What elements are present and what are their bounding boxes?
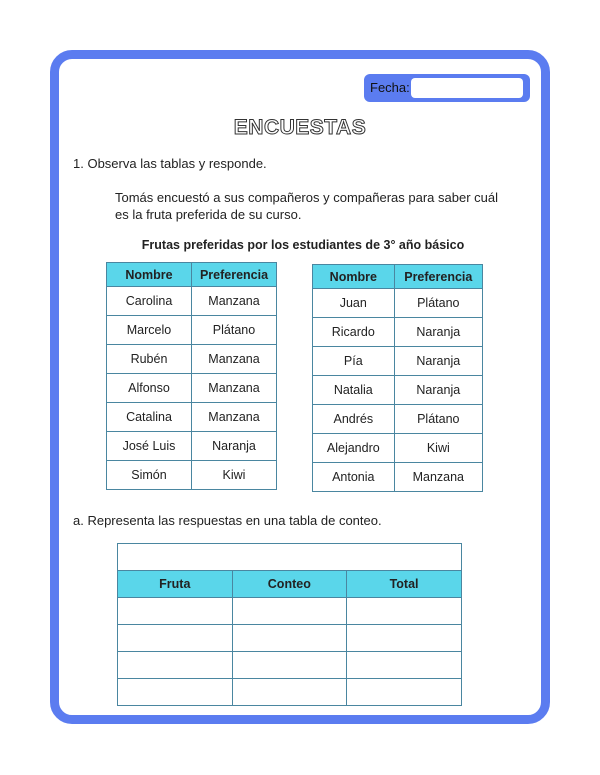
tally-title-cell[interactable]	[118, 544, 462, 571]
total-answer-cell[interactable]	[347, 598, 462, 625]
count-answer-cell[interactable]	[232, 652, 347, 679]
table-row	[313, 289, 483, 318]
tally-row	[118, 625, 462, 652]
table-row	[313, 405, 483, 434]
name-cell: Andrés	[313, 405, 395, 434]
question-1: 1. Observa las tablas y responde.	[73, 156, 267, 171]
date-box	[364, 74, 530, 102]
fruit-answer-cell[interactable]	[118, 625, 233, 652]
name-cell: Catalina	[107, 403, 192, 432]
fruit-cell: Kiwi	[192, 461, 277, 490]
table-row	[313, 318, 483, 347]
name-cell: Rubén	[107, 345, 192, 374]
date-label: Fecha:	[370, 80, 410, 95]
intro-text: Tomás encuestó a sus compañeros y compañeras para saber cuál es la fruta preferida de su curso.	[115, 190, 498, 222]
table-row	[107, 374, 277, 403]
name-cell: Alejandro	[313, 434, 395, 463]
table-row	[107, 316, 277, 345]
table-row	[313, 347, 483, 376]
header-fruta: Fruta	[118, 571, 233, 598]
fruit-cell: Naranja	[394, 376, 482, 405]
fruit-cell: Naranja	[394, 347, 482, 376]
total-answer-cell[interactable]	[347, 679, 462, 706]
page-title: ENCUESTAS	[233, 116, 367, 139]
question-a: a. Representa las respuestas en una tabla de conteo.	[73, 513, 382, 528]
header-preferencia: Preferencia	[192, 263, 277, 287]
fruit-answer-cell[interactable]	[118, 679, 233, 706]
fruit-cell: Kiwi	[394, 434, 482, 463]
header-conteo: Conteo	[232, 571, 347, 598]
name-cell: Pía	[313, 347, 395, 376]
name-cell: Ricardo	[313, 318, 395, 347]
fruit-cell: Plátano	[394, 405, 482, 434]
header-nombre: Nombre	[313, 265, 395, 289]
total-answer-cell[interactable]	[347, 625, 462, 652]
fruit-cell: Plátano	[192, 316, 277, 345]
name-cell: Alfonso	[107, 374, 192, 403]
table-row	[313, 376, 483, 405]
header-total: Total	[347, 571, 462, 598]
table-row	[107, 403, 277, 432]
fruit-cell: Manzana	[192, 374, 277, 403]
count-answer-cell[interactable]	[232, 598, 347, 625]
fruit-cell: Manzana	[192, 345, 277, 374]
count-answer-cell[interactable]	[232, 625, 347, 652]
table-row	[107, 461, 277, 490]
survey-table-1	[106, 262, 277, 490]
tally-title-row	[118, 544, 462, 571]
total-answer-cell[interactable]	[347, 652, 462, 679]
date-input[interactable]	[411, 78, 523, 98]
fruit-cell: Manzana	[394, 463, 482, 492]
table-row	[107, 345, 277, 374]
tally-row	[118, 652, 462, 679]
tally-header-row	[118, 571, 462, 598]
fruit-answer-cell[interactable]	[118, 652, 233, 679]
table-caption: Frutas preferidas por los estudiantes de 3° año básico	[141, 238, 465, 252]
header-nombre: Nombre	[107, 263, 192, 287]
table-row	[107, 432, 277, 461]
name-cell: Marcelo	[107, 316, 192, 345]
name-cell: José Luis	[107, 432, 192, 461]
tally-row	[118, 679, 462, 706]
table-row	[313, 434, 483, 463]
name-cell: Simón	[107, 461, 192, 490]
table-header-row	[107, 263, 277, 287]
name-cell: Natalia	[313, 376, 395, 405]
fruit-cell: Manzana	[192, 287, 277, 316]
name-cell: Antonia	[313, 463, 395, 492]
header-preferencia: Preferencia	[394, 265, 482, 289]
name-cell: Juan	[313, 289, 395, 318]
fruit-cell: Naranja	[394, 318, 482, 347]
survey-table-2	[312, 264, 483, 492]
fruit-answer-cell[interactable]	[118, 598, 233, 625]
tally-row	[118, 598, 462, 625]
fruit-cell: Naranja	[192, 432, 277, 461]
tally-table	[117, 543, 462, 706]
name-cell: Carolina	[107, 287, 192, 316]
table-row	[107, 287, 277, 316]
table-header-row	[313, 265, 483, 289]
fruit-cell: Manzana	[192, 403, 277, 432]
fruit-cell: Plátano	[394, 289, 482, 318]
table-row	[313, 463, 483, 492]
count-answer-cell[interactable]	[232, 679, 347, 706]
